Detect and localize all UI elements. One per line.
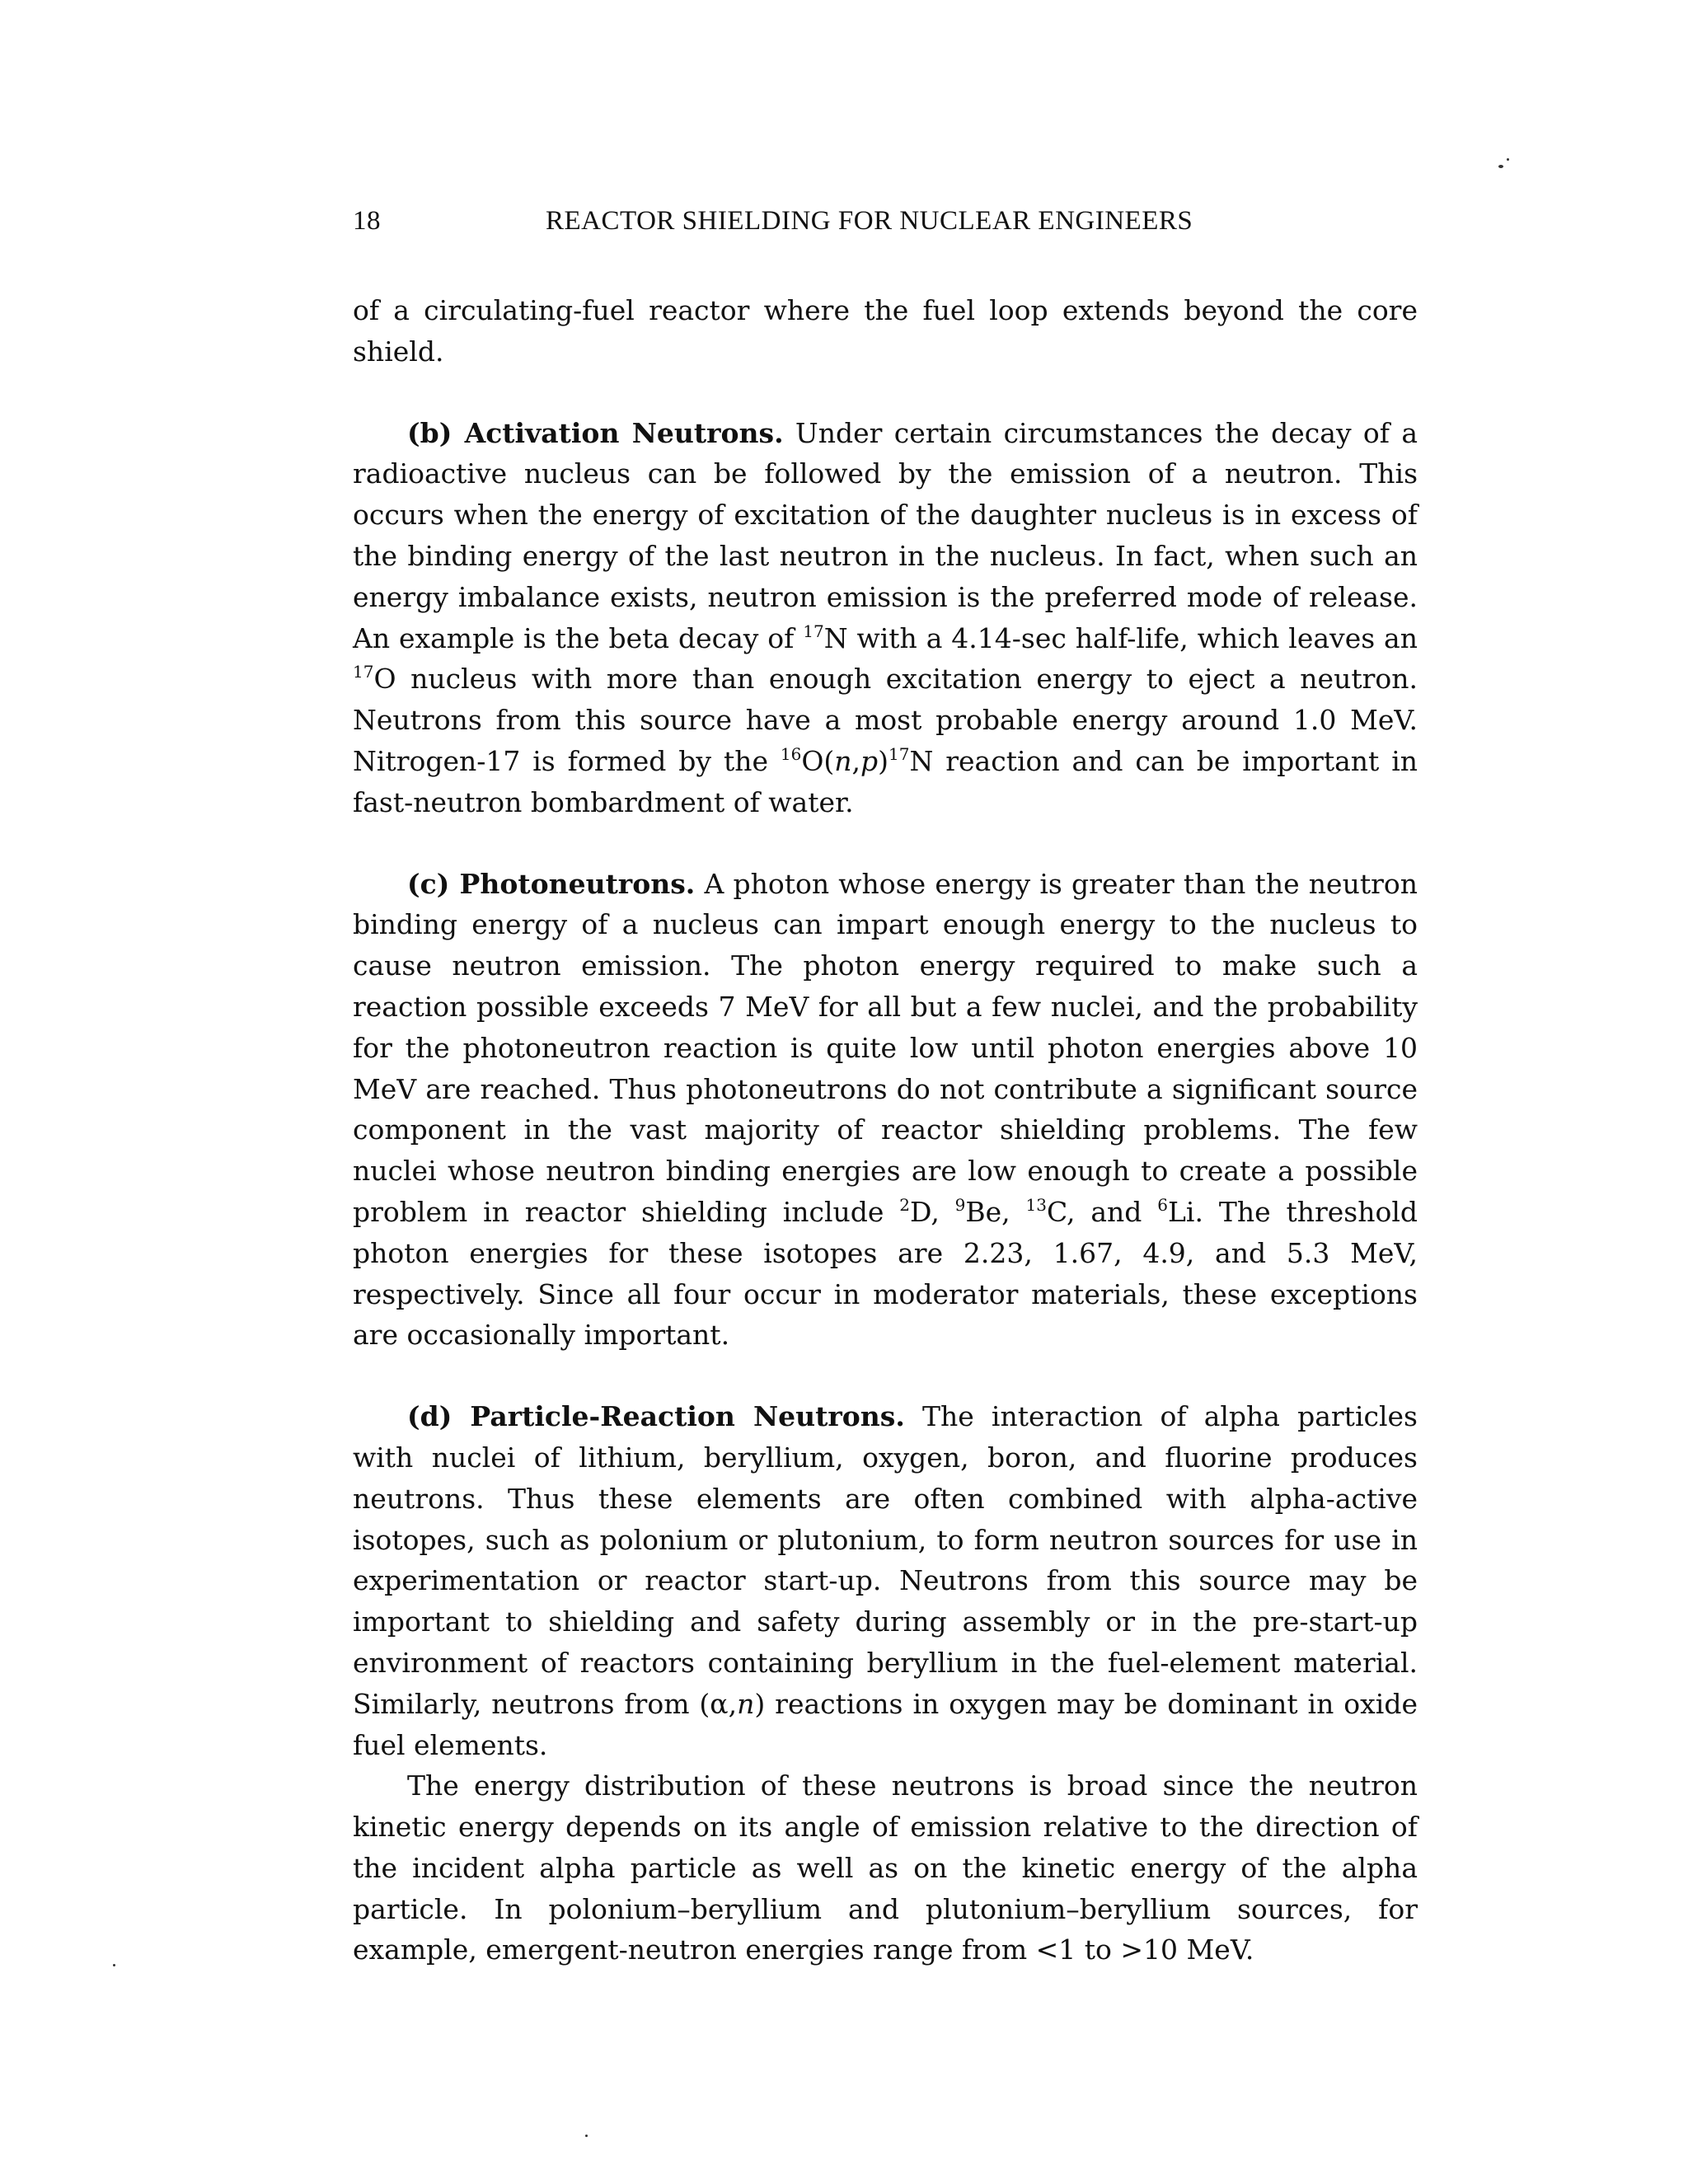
paragraph-text: O nucleus with more than enough excitation energy to eject a neutron. Neutrons from this source have a most probable energy around 1.0 MeV. Nitrogen-17 is formed by the: [353, 663, 1418, 777]
run-in-heading: (b) Activation Neutrons.: [407, 416, 784, 449]
superscript: 6: [1157, 1194, 1169, 1215]
superscript: 16: [780, 743, 802, 764]
running-title: REACTOR SHIELDING FOR NUCLEAR ENGINEERS: [546, 206, 1193, 236]
paragraph-text: Li. The threshold photon energies for these isotopes are 2.23, 1.67, 4.9, and 5.3 MeV, respectively. Since all four occur in moderator materials, these exceptions are occasionally important.: [353, 1195, 1418, 1352]
scan-speck: [1498, 165, 1503, 168]
superscript: 2: [899, 1194, 911, 1215]
paragraph-text: ): [878, 744, 889, 777]
run-in-heading: (d) Particle-Reaction Neutrons.: [407, 1400, 905, 1433]
paragraph-text: C, and: [1046, 1195, 1158, 1228]
paragraph-text: N reaction and can be important in fast-neutron bombardment of water.: [353, 744, 1418, 818]
superscript: 17: [353, 662, 374, 682]
page-header: [353, 206, 1416, 255]
italic-symbol: n: [737, 1687, 755, 1720]
superscript: 9: [954, 1194, 966, 1215]
paragraph-text: The interaction of alpha particles with nuclei of lithium, beryllium, oxygen, boron, and fluorine produces neutrons. Thus these elements are often combined with alpha-active isotopes, such as polonium or plutonium, to form neutron sources for use in experimentation or reactor start-up. Neutrons from this source may be important to shielding and safety during assembly or in the pre-start-up environment of reactors containing beryllium in the fuel-element material. Similarly, neutrons from (α,: [353, 1400, 1418, 1720]
paragraph-text: O(: [801, 744, 835, 777]
superscript: 17: [803, 621, 824, 641]
paragraph-photoneutrons: [353, 864, 1418, 1357]
scan-speck: [1507, 158, 1509, 161]
scan-speck: [585, 2135, 588, 2137]
paragraph-text: N with a 4.14-sec half-life, which leaves an: [823, 621, 1418, 654]
superscript: 17: [889, 743, 910, 764]
paragraph-text: A photon whose energy is greater than the neutron binding energy of a nucleus can impart enough energy to the nucleus to cause neutron emission. The photon energy required to make such a reaction possible exceeds 7 MeV for all but a few nuclei, and the probability for the photoneutron reaction is quite low until photon energies above 10 MeV are reached. Thus photoneutrons do not contribute a significant source component in the vast majority of reactor shielding problems. The few nuclei whose neutron binding energies are low enough to create a possible problem in reactor shielding include: [353, 867, 1418, 1228]
paragraph-particle-reaction-neutrons: [353, 1396, 1418, 1765]
paragraph-text: D,: [910, 1195, 955, 1228]
paragraph-text: ) reactions in oxygen may be dominant in oxide fuel elements.: [353, 1687, 1418, 1761]
italic-symbol: p: [860, 744, 879, 777]
paragraph-energy-distribution: [353, 1765, 1418, 1971]
paragraph-activation-neutrons: [353, 413, 1418, 823]
run-in-heading: (c) Photoneutrons.: [407, 867, 696, 900]
paragraph-text: of a circulating-fuel reactor where the fuel loop extends beyond the core shield.: [353, 294, 1418, 368]
paragraph-text: Be,: [965, 1195, 1026, 1228]
italic-symbol: n: [834, 744, 852, 777]
paragraph-continuation: [353, 290, 1418, 373]
paragraph-text: ,: [851, 744, 861, 777]
paragraph-text: Under certain circumstances the decay of a radioactive nucleus can be followed by the emission of a neutron. This occurs when the energy of excitation of the daughter nucleus is in excess of the binding energy of the last neutron in the nucleus. In fact, when such an energy imbalance exists, neutron emission is the preferred mode of release. An example is the beta decay of: [353, 416, 1418, 654]
page-number: 18: [353, 206, 381, 236]
body-text: [353, 290, 1418, 1971]
scan-speck: [113, 1964, 115, 1966]
superscript: 13: [1025, 1194, 1047, 1215]
paragraph-text: The energy distribution of these neutrons is broad since the neutron kinetic energy depends on its angle of emission relative to the direction of the incident alpha particle as well as on the kinetic energy of the alpha particle. In polonium–beryllium and plutonium–beryllium sources, for example, emergent-neutron energies range from <1 to >10 MeV.: [353, 1769, 1418, 1966]
